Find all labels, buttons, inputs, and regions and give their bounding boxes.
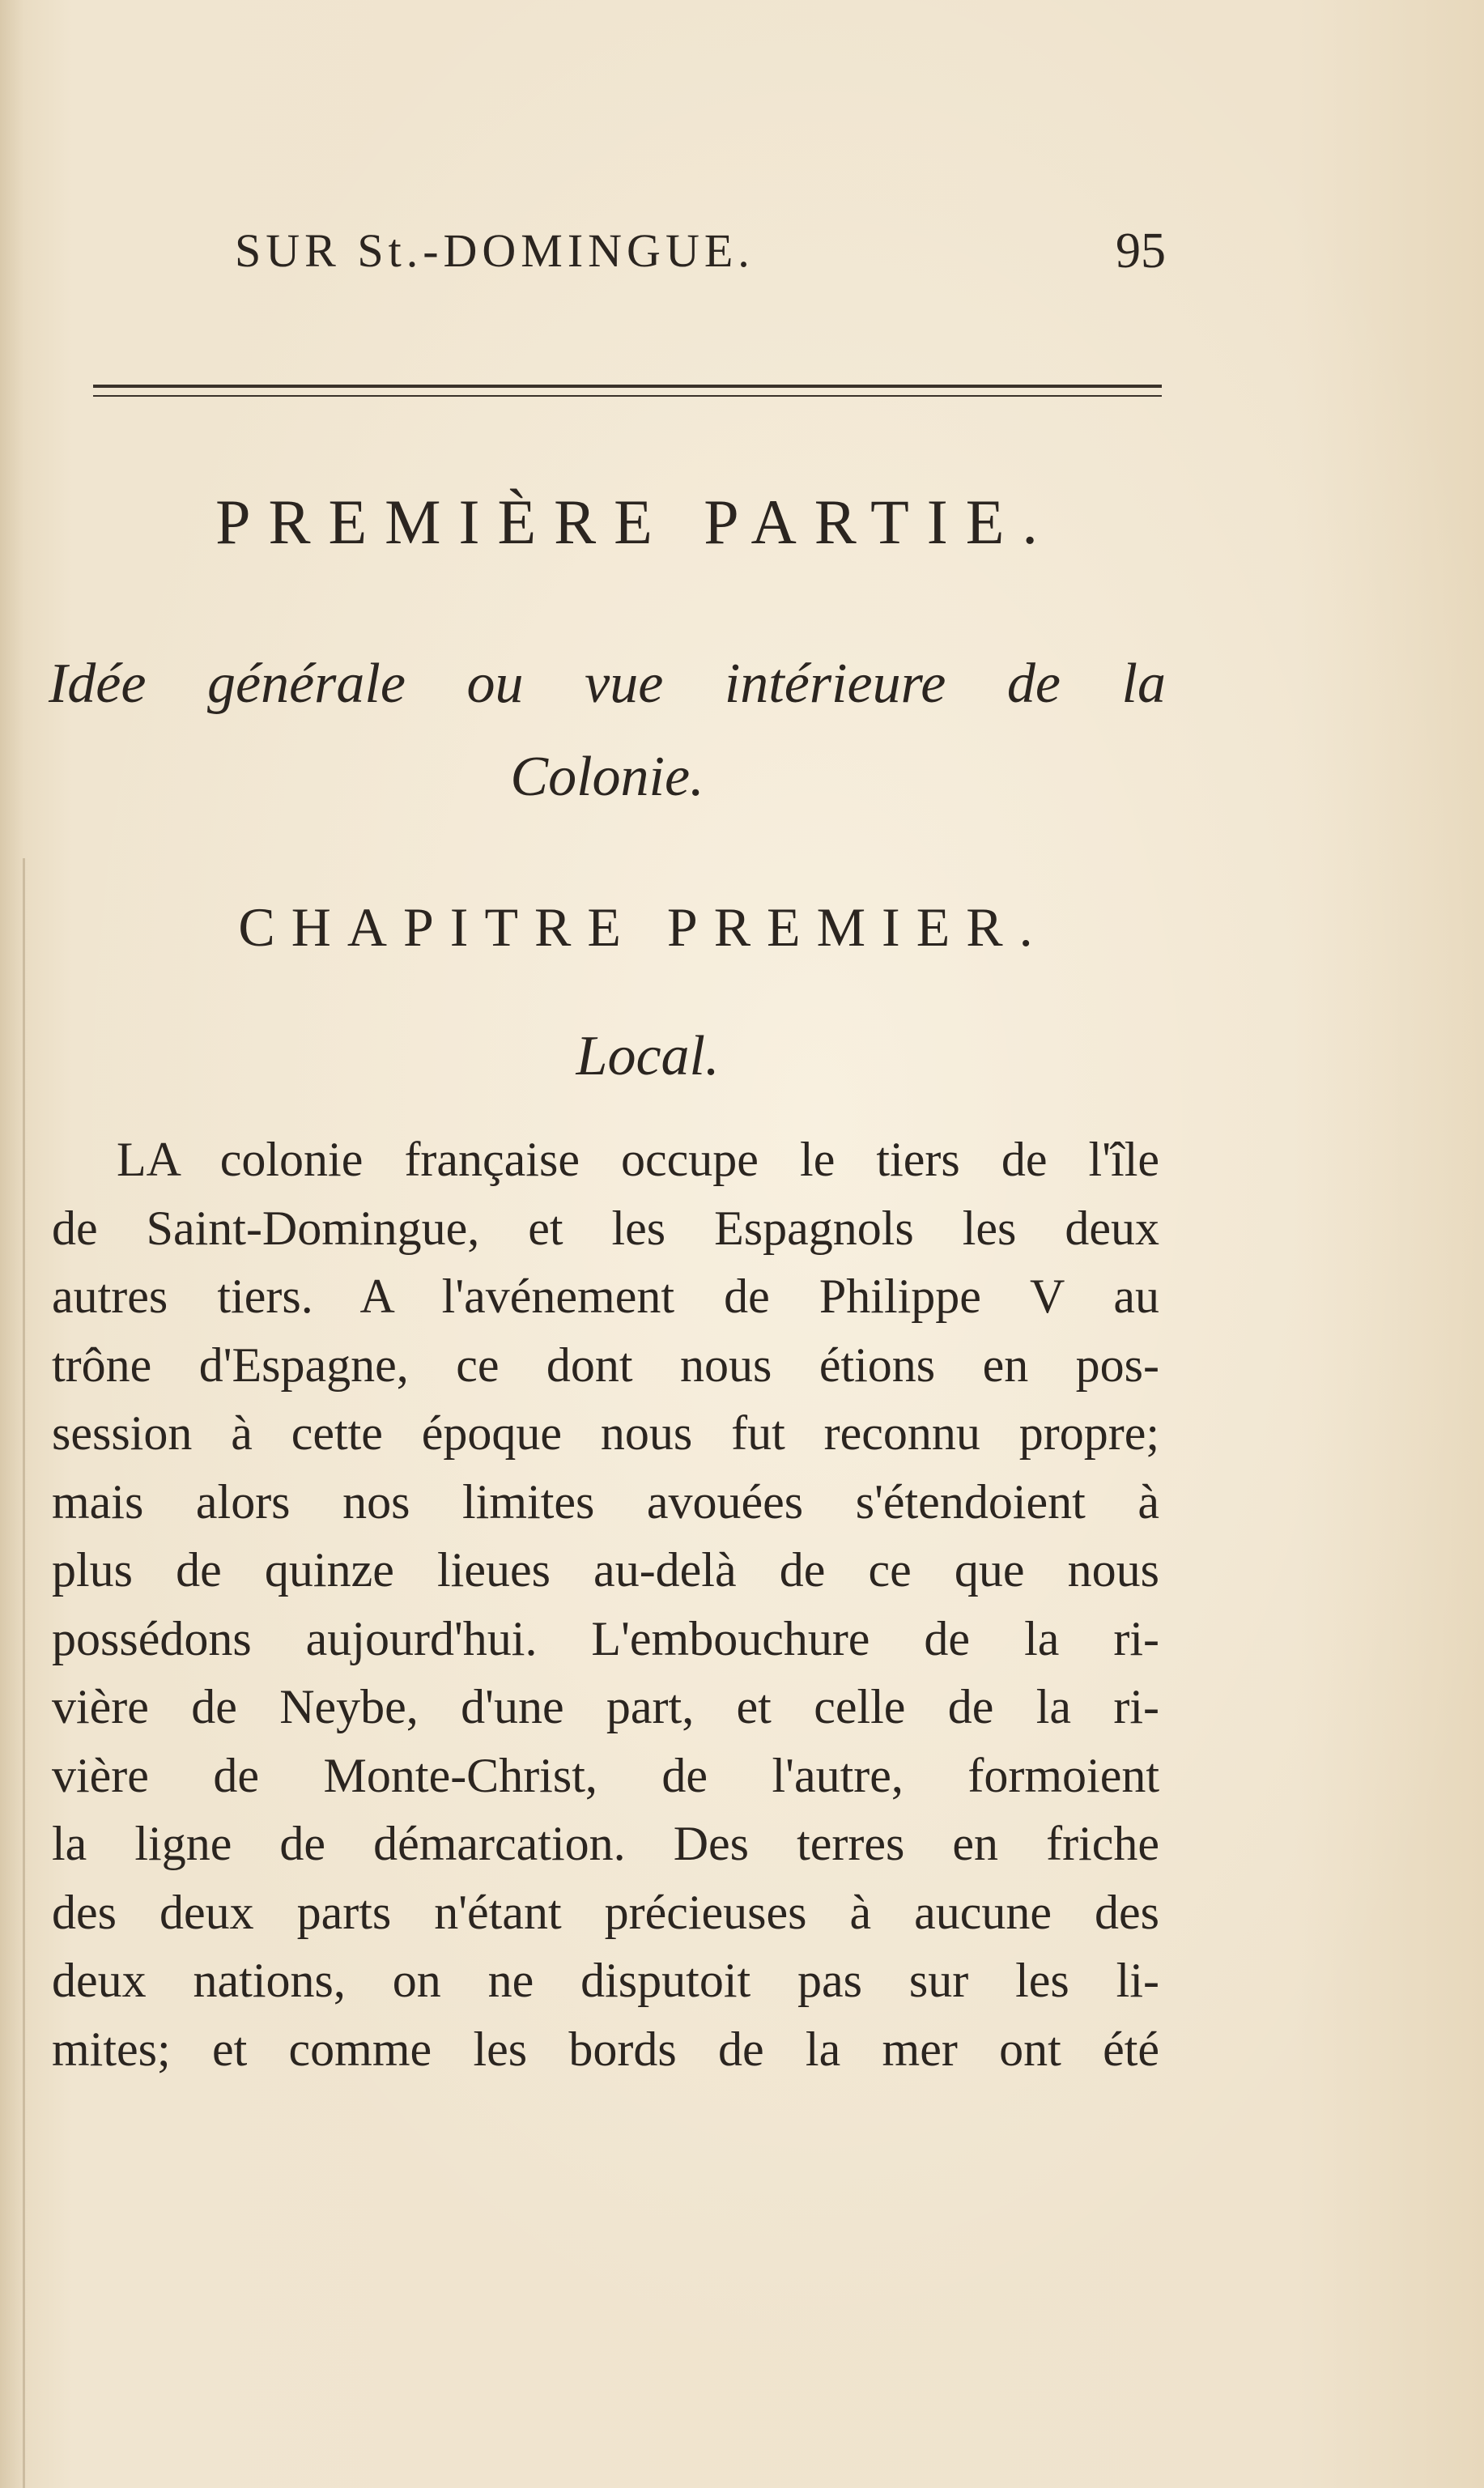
page-gutter bbox=[23, 858, 25, 2488]
subtitle-line-2: Colonie. bbox=[510, 746, 704, 808]
body-line: mites; et comme les bords de la mer ont été bbox=[52, 2022, 1159, 2076]
body-line: trône d'Espagne, ce dont nous étions en pos- bbox=[52, 1338, 1159, 1392]
body-line: plus de quinze lieues au-delà de ce que nous bbox=[52, 1543, 1159, 1597]
body-line: session à cette époque nous fut reconnu propre; bbox=[52, 1406, 1159, 1460]
body-line: vière de Neybe, d'une part, et celle de la ri- bbox=[52, 1680, 1159, 1733]
running-head bbox=[235, 219, 1166, 283]
chapter-title: CHAPITRE PREMIER. bbox=[238, 896, 1049, 958]
body-line: de Saint-Domingue, et les Espagnols les deux bbox=[52, 1201, 1159, 1255]
section-title: Local. bbox=[576, 1025, 720, 1087]
body-line: autres tiers. A l'avénement de Philippe V au bbox=[52, 1270, 1159, 1323]
body-line: possédons aujourd'hui. L'embouchure de la ri- bbox=[52, 1611, 1159, 1665]
double-rule-bottom bbox=[93, 395, 1162, 397]
body-line: LA colonie française occupe le tiers de l'île bbox=[117, 1133, 1159, 1186]
page-number: 95 bbox=[1116, 223, 1166, 279]
body-line: deux nations, on ne disputoit pas sur les li- bbox=[52, 1954, 1159, 2007]
body-text bbox=[52, 1125, 1159, 2083]
subtitle-line-1: Idée générale ou vue intérieure de la bbox=[49, 653, 1166, 715]
body-line: la ligne de démarcation. Des terres en friche bbox=[52, 1817, 1159, 1870]
part-title: PREMIÈRE PARTIE. bbox=[215, 487, 1056, 557]
body-line: vière de Monte-Christ, de l'autre, formoient bbox=[52, 1748, 1159, 1802]
running-head-title: SUR St.-DOMINGUE. bbox=[235, 224, 755, 277]
body-line: mais alors nos limites avouées s'étendoient à bbox=[52, 1474, 1159, 1529]
double-rule-top bbox=[93, 385, 1162, 388]
body-line: des deux parts n'étant précieuses à aucune des bbox=[52, 1885, 1159, 1939]
